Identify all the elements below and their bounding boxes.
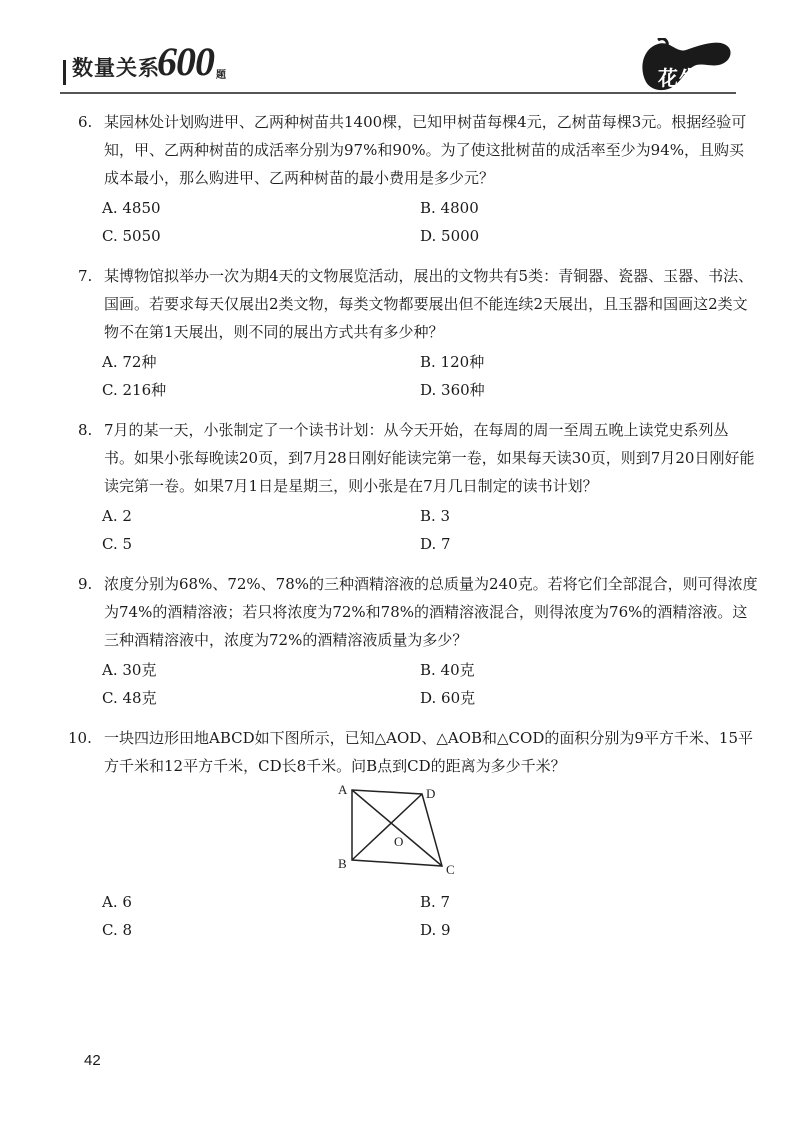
question-text: 浓度分别为68%、72%、78%的三种酒精溶液的总质量为240克。若将它们全部混合，则可得浓度为74%的酒精溶液；若只将浓度为72%和78%的酒精溶液混合，则得浓度为76%的酒精溶液。这三种酒精溶液中，浓度为72%的酒精溶液质量为多少？ bbox=[104, 575, 758, 649]
option-d[interactable]: D. 7 bbox=[420, 535, 451, 553]
option-d[interactable]: D. 5000 bbox=[420, 227, 480, 245]
option-d[interactable]: D. 360种 bbox=[420, 381, 485, 399]
option-b[interactable]: B. 7 bbox=[420, 893, 451, 911]
logo-text: 花生十三 bbox=[658, 66, 742, 90]
question-9 bbox=[78, 570, 758, 712]
question-number: 10. bbox=[68, 729, 92, 747]
option-b[interactable]: B. 4800 bbox=[420, 199, 479, 217]
option-a[interactable]: A. 2 bbox=[102, 507, 132, 525]
question-stem bbox=[78, 416, 758, 500]
answer-options bbox=[102, 194, 758, 250]
question-8 bbox=[78, 416, 758, 558]
quadrilateral-abcd-figure bbox=[330, 780, 470, 880]
option-c[interactable]: C. 5050 bbox=[102, 227, 161, 245]
answer-options bbox=[102, 502, 758, 558]
label-d: D bbox=[426, 786, 436, 801]
option-c[interactable]: C. 5 bbox=[102, 535, 133, 553]
option-b[interactable]: B. 40克 bbox=[420, 661, 475, 679]
answer-options bbox=[102, 348, 758, 404]
question-stem bbox=[78, 108, 758, 192]
question-stem bbox=[78, 570, 758, 654]
diagonal-ac bbox=[352, 790, 442, 866]
option-c[interactable]: C. 8 bbox=[102, 921, 133, 939]
option-a[interactable]: A. 4850 bbox=[102, 199, 161, 217]
label-o: O bbox=[394, 834, 404, 849]
question-text: 某博物馆拟举办一次为期4天的文物展览活动，展出的文物共有5类：青铜器、瓷器、玉器、书法、国画。若要求每天仅展出2类文物，每类文物都要展出但不能连续2天展出，且玉器和国画这2类文物不在第1天展出，则不同的展出方式共有多少种？ bbox=[104, 267, 754, 341]
page-number: 42 bbox=[84, 1052, 101, 1069]
option-c[interactable]: C. 216种 bbox=[102, 381, 167, 399]
book-title-number: 600 bbox=[157, 39, 214, 84]
option-d[interactable]: D. 60克 bbox=[420, 689, 476, 707]
option-a[interactable]: A. 6 bbox=[102, 893, 132, 911]
answer-options bbox=[102, 656, 758, 712]
book-title: 数量关系 bbox=[72, 56, 160, 80]
label-c: C bbox=[446, 862, 455, 877]
option-a[interactable]: A. 30克 bbox=[102, 661, 157, 679]
option-d[interactable]: D. 9 bbox=[420, 921, 451, 939]
header-rule bbox=[60, 92, 736, 94]
question-6 bbox=[78, 108, 758, 250]
option-c[interactable]: C. 48克 bbox=[102, 689, 157, 707]
option-b[interactable]: B. 3 bbox=[420, 507, 451, 525]
question-10 bbox=[68, 724, 758, 780]
question-stem bbox=[78, 262, 758, 346]
diagonal-bd bbox=[352, 794, 422, 860]
question-text: 一块四边形田地ABCD如下图所示，已知△AOD、△AOB和△COD的面积分别为9平方千米、15平方千米和12平方千米，CD长8千米。问B点到CD的距离为多少千米？ bbox=[104, 729, 753, 775]
question-10-options bbox=[78, 886, 758, 944]
question-number: 8. bbox=[78, 421, 93, 439]
label-b: B bbox=[338, 856, 347, 871]
question-text: 7月的某一天，小张制定了一个读书计划：从今天开始，在每周的周一至周五晚上读党史系列丛书。如果小张每晚读20页，到7月28日刚好能读完第一卷，如果每天读30页，则到7月20日刚好能读完第一卷。如果7月1日是星期三，则小张是在7月几日制定的读书计划？ bbox=[104, 421, 755, 495]
answer-options bbox=[102, 888, 758, 944]
label-a: A bbox=[338, 782, 348, 797]
question-number: 6. bbox=[78, 113, 93, 131]
option-b[interactable]: B. 120种 bbox=[420, 353, 485, 371]
book-title-suffix: 题 bbox=[216, 70, 226, 81]
question-number: 9. bbox=[78, 575, 93, 593]
question-7 bbox=[78, 262, 758, 404]
question-number: 7. bbox=[78, 267, 93, 285]
header-accent-bar bbox=[63, 60, 66, 85]
question-text: 某园林处计划购进甲、乙两种树苗共1400棵，已知甲树苗每棵4元，乙树苗每棵3元。根据经验可知，甲、乙两种树苗的成活率分别为97%和90%。为了使这批树苗的成活率至少为94%，且购买成本最小，那么购进甲、乙两种树苗的最小费用是多少元？ bbox=[104, 113, 747, 187]
option-a[interactable]: A. 72种 bbox=[102, 353, 157, 371]
question-stem bbox=[68, 724, 758, 780]
